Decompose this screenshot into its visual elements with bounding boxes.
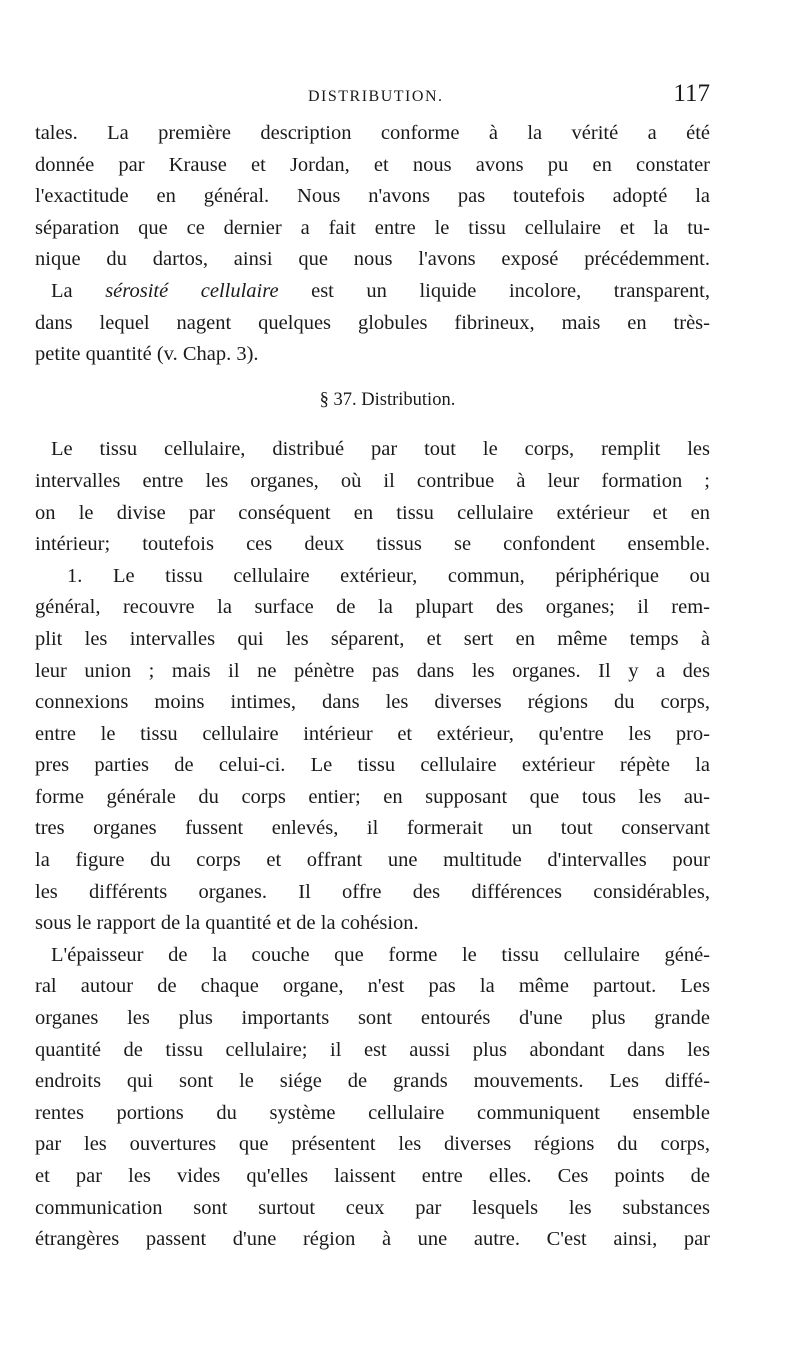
text-line: donnée par Krause et Jordan, et nous avons pu en constater [35,153,710,176]
paragraph-distribution [35,434,710,560]
text-line: quantité de tissu cellulaire; il est aussi plus abondant dans les [35,1038,710,1061]
text-line: Le tissu cellulaire, distribué par tout le corps, remplit les [51,438,710,461]
text-line: étrangères passent d'une région à une autre. C'est ainsi, par [35,1228,710,1251]
text-line: forme générale du corps entier; en supposant que tous les au- [35,785,710,808]
text-line: séparation que ce dernier a fait entre le tissu cellulaire et la tu- [35,216,710,239]
text-line: l'exactitude en général. Nous n'avons pas toutefois adopté la [35,185,710,208]
text-line: connexions moins intimes, dans les diverses régions du corps, [35,691,710,714]
text-line: pres parties de celui-ci. Le tissu cellulaire extérieur répète la [35,754,710,777]
running-head [280,80,710,116]
text-line: entre le tissu cellulaire intérieur et extérieur, qu'entre les pro- [35,722,710,745]
line-rest: est un liquide incolore, transparent, [278,279,710,302]
text-line: L'épaisseur de la couche que forme le tissu cellulaire géné- [51,943,710,966]
text-line: nique du dartos, ainsi que nous l'avons exposé précédemment. [35,248,710,271]
page-body [35,118,710,1256]
text-line: ral autour de chaque organe, n'est pas la même partout. Les [35,975,710,998]
text-line: général, recouvre la surface de la plupart des organes; il rem- [35,596,710,619]
section-heading: § 37. Distribution. [319,389,456,410]
text-line: la figure du corps et offrant une multitude d'intervalles pour [35,849,710,872]
running-title: DISTRIBUTION. [308,88,444,105]
text-line: intervalles entre les organes, où il contribue à leur formation ; [35,469,710,492]
paragraph-continued [35,118,710,276]
paragraph-epaisseur [35,940,710,1256]
lead-text: La [51,279,106,302]
text-line: intérieur; toutefois ces deux tissus se confondent ensemble. [35,533,710,556]
text-line: plit les intervalles qui les séparent, et sert en même temps à [35,627,710,650]
text-line [35,276,710,308]
text-line: on le divise par conséquent en tissu cellulaire extérieur et en [35,501,710,524]
text-line: sous le rapport de la quantité et de la cohésion. [35,912,419,935]
paragraph-serosite [35,276,710,371]
text-line: tales. La première description conforme à la vérité a été [35,122,710,144]
text-line: les différents organes. Il offre des différences considérables, [35,880,710,903]
text-line: dans lequel nagent quelques globules fibrineux, mais en très- [35,311,710,334]
page-number: 117 [673,80,710,107]
text-line: organes les plus importants sont entourés d'une plus grande [35,1007,710,1030]
italic-term: sérosité cellulaire [105,279,279,302]
text-line: rentes portions du système cellulaire communiquent ensemble [35,1101,710,1124]
text-line: petite quantité (v. Chap. 3). [35,343,259,366]
text-line: tres organes fussent enlevés, il formerait un tout conservant [35,817,710,840]
text-line: par les ouvertures que présentent les diverses régions du corps, [35,1133,710,1156]
text-line: et par les vides qu'elles laissent entre elles. Ces points de [35,1165,710,1187]
text-line: communication sont surtout ceux par lesquels les substances [35,1196,710,1219]
paragraph-tissu-exterieur [35,561,710,940]
text-line: 1. Le tissu cellulaire extérieur, commun, périphérique ou [67,564,710,587]
text-line: endroits qui sont le siége de grands mouvements. Les diffé- [35,1070,710,1093]
text-line: leur union ; mais il ne pénètre pas dans les organes. Il y a des [35,659,710,682]
